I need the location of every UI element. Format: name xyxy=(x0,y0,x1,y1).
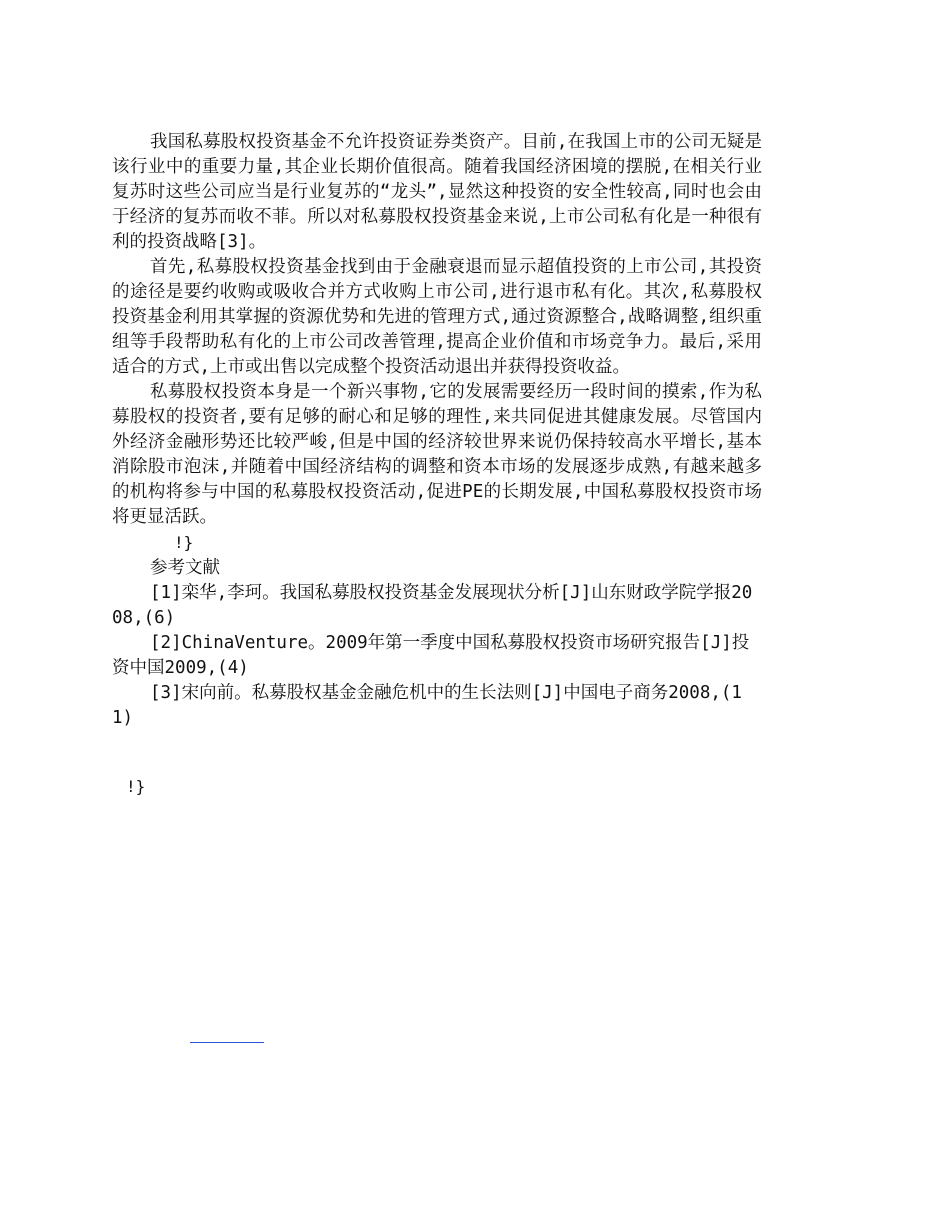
stray-mark-top: !} xyxy=(174,533,194,552)
references-heading: 参考文献 xyxy=(150,558,220,578)
paragraph-3: 私募股权投资本身是一个新兴事物,它的发展需要经历一段时间的摸索,作为私募股权的投资者,要有足够的耐心和足够的理性,来共同促进其健康发展。尽管国内外经济金融形势还比较严峻,但是中国的经济较世界来说仍保持较高水平增长,基本消除股市泡沫,并随着中国经济结构的调整和资本市场的发展逐步成熟,有越来越多的机构将参与中国的私募股权投资活动,促进PE的长期发展,中国私募股权投资市场将更显活跃。 xyxy=(112,382,762,527)
footnote-rule xyxy=(190,1042,264,1043)
stray-mark-bottom: !} xyxy=(126,777,146,796)
reference-3: [3]宋向前。私募股权基金金融危机中的生长法则[J]中国电子商务2008,(11) xyxy=(112,683,742,728)
reference-2: [2]ChinaVenture。2009年第一季度中国私募股权投资市场研究报告[J]投资中国2009,(4) xyxy=(112,633,750,678)
document-body xyxy=(112,130,762,731)
reference-1: [1]栾华,李珂。我国私募股权投资基金发展现状分析[J]山东财政学院学报2008,(6) xyxy=(112,583,753,628)
paragraph-2: 首先,私募股权投资基金找到由于金融衰退而显示超值投资的上市公司,其投资的途径是要约收购或吸收合并方式收购上市公司,进行退市私有化。其次,私募股权投资基金利用其掌握的资源优势和先进的管理方式,通过资源整合,战略调整,组织重组等手段帮助私有化的上市公司改善管理,提高企业价值和市场竞争力。最后,采用适合的方式,上市或出售以完成整个投资活动退出并获得投资收益。 xyxy=(112,257,762,377)
paragraph-1: 我国私募股权投资基金不允许投资证券类资产。目前,在我国上市的公司无疑是该行业中的重要力量,其企业长期价值很高。随着我国经济困境的摆脱,在相关行业复苏时这些公司应当是行业复苏的“龙头”,显然这种投资的安全性较高,同时也会由于经济的复苏而收不菲。所以对私募股权投资基金来说,上市公司私有化是一种很有利的投资战略[3]。 xyxy=(112,132,762,252)
